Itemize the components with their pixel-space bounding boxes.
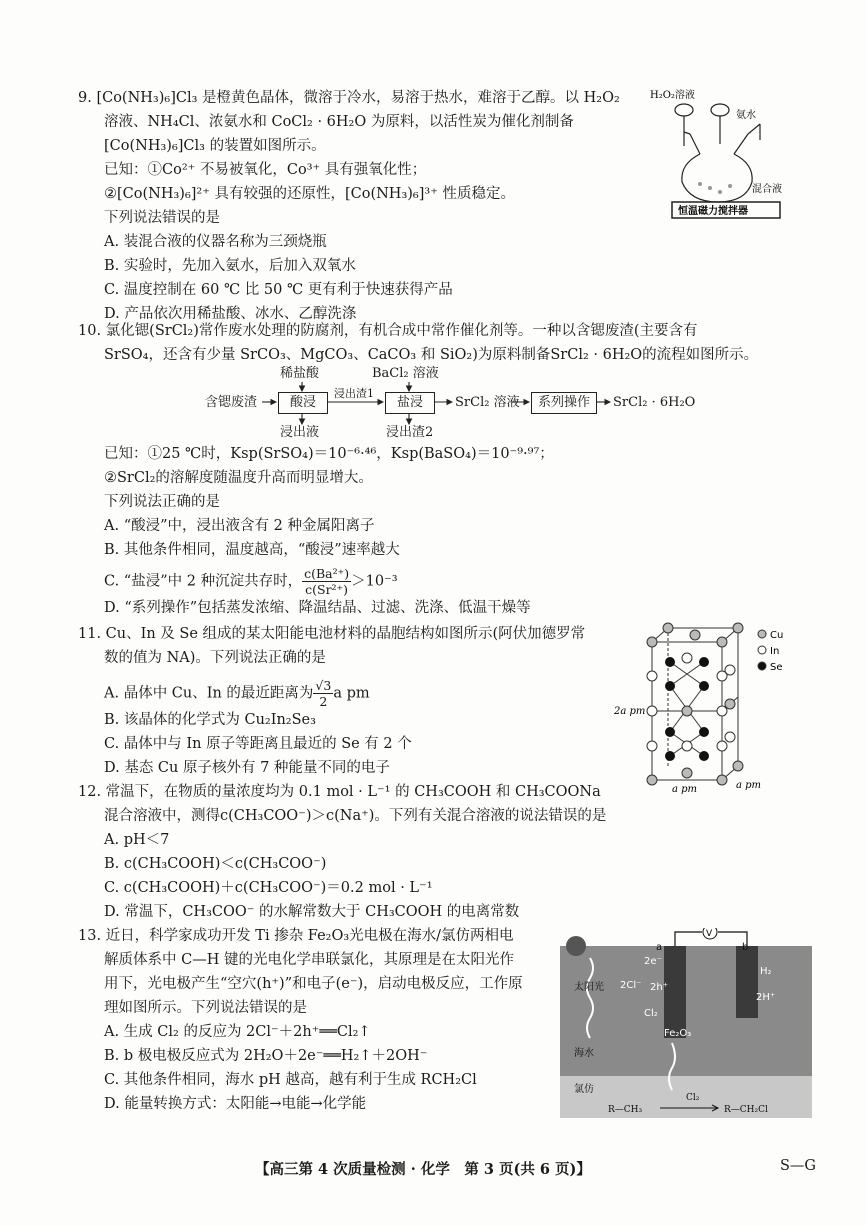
q9-known-1: 已知：①Co²⁺ 不易被氧化，Co³⁺ 具有强氧化性； (104, 162, 427, 178)
q10-option-c-text: C. “盐浸”中 2 种沉淀共存时， (104, 573, 303, 590)
fraction-denominator: 2 (319, 694, 328, 709)
q9-label-mix: 混合液 (752, 184, 782, 195)
q13-option-a: A. 生成 Cl₂ 的反应为 2Cl⁻＋2h⁺══Cl₂↑ (104, 1024, 371, 1040)
q11-stem-line-1: 11. Cu、In 及 Se 组成的某太阳能电池材料的晶胞结构如图所示(阿伏加德罗常 (78, 626, 586, 642)
flow-out-residue-2: 浸出渣2 (386, 425, 434, 440)
q11-option-a-fraction (313, 678, 333, 709)
flow-step-acid-leach: 酸浸 (278, 392, 328, 414)
label-2e: 2e⁻ (644, 956, 662, 967)
q9-label-stirrer: 恒温磁力搅拌器 (678, 206, 748, 217)
q12-stem-line-2: 混合溶液中，测得c(CH₃COO⁻)＞c(Na⁺)。下列有关混合溶液的说法错误的是 (104, 808, 607, 824)
q13-stem-line-3: 用下，光电极产生“空穴(h⁺)”和电子(e⁻)，启动电极反应，工作原 (104, 976, 523, 992)
q9-label-h2o2: H₂O₂溶液 (650, 90, 695, 101)
q12-option-b: B. c(CH₃COOH)＜c(CH₃COO⁻) (104, 856, 327, 872)
q10-option-c (104, 566, 398, 597)
q12-option-d: D. 常温下，CH₃COO⁻ 的水解常数大于 CH₃COOH 的电离常数 (104, 904, 520, 920)
label-h2: H₂ (760, 966, 772, 977)
q11-option-c: C. 晶体中与 In 原子等距离且最近的 Se 有 2 个 (104, 736, 412, 752)
q10-stem-line-2: SrSO₄，还含有少量 SrCO₃、MgCO₃、CaCO₃ 和 SiO₂)为原料制备SrCl₂ · 6H₂O的流程如图所示。 (104, 347, 759, 363)
fraction-denominator: c(Sr²⁺) (305, 582, 349, 597)
label-reagent: Cl₂ (686, 1093, 700, 1103)
q12-option-a: A. pH＜7 (104, 832, 170, 848)
q13-photoelectrode-figure (560, 928, 812, 1118)
q11-option-a-unit: a pm (333, 685, 370, 702)
page-footer: 【高三第 4 次质量检测 · 化学 第 3 页(共 6 页)】 (255, 1161, 591, 1178)
label-reactant: R—CH₃ (608, 1105, 643, 1115)
flow-step-series-ops: 系列操作 (531, 392, 597, 414)
q11-stem-line-2: 数的值为 NA)。下列说法正确的是 (104, 650, 326, 666)
label-chloroform: 氯仿 (574, 1084, 594, 1095)
label-2h: 2h⁺ (650, 982, 668, 993)
q10-stem-line-1: 10. 氯化锶(SrCl₂)常作废水处理的防腐剂，有机合成中常作催化剂等。一种以含锶废渣(主要含有 (78, 323, 698, 339)
fraction-numerator: √3 (315, 678, 332, 693)
q10-option-c-fraction (302, 566, 351, 597)
flow-product: SrCl₂ · 6H₂O (613, 395, 696, 410)
q10-known-1: 已知：①25 ℃时，Ksp(SrSO₄)＝10⁻⁶·⁴⁶，Ksp(BaSO₄)＝10⁻⁹·⁹⁷； (104, 446, 554, 462)
flow-arrows (200, 378, 620, 428)
q10-known-2: ②SrCl₂的溶解度随温度升高而明显增大。 (104, 470, 373, 486)
flow-start: 含锶废渣 (205, 395, 258, 410)
flow-intermediate: SrCl₂ 溶液 (455, 395, 520, 410)
flow-step-salt-leach: 盐浸 (385, 392, 435, 414)
label-cl2: Cl₂ (644, 1008, 658, 1019)
three-neck-flask (682, 154, 752, 202)
q9-label-nh3: 氨水 (736, 110, 756, 121)
q11-option-d: D. 基态 Cu 原子核外有 7 种能量不同的电子 (104, 760, 390, 776)
label-sunlight: 太阳光 (574, 982, 604, 993)
q9-stem-line-1: 9. [Co(NH₃)₆]Cl₃ 是橙黄色晶体，微溶于冷水，易溶于热水，难溶于乙醇。以 H₂O₂ (78, 90, 620, 106)
q13-stem-line-2: 解质体系中 C—H 键的光电化学串联氯化，其原理是在太阳光作 (104, 952, 514, 968)
flow-reagent-1: 稀盐酸 (280, 366, 320, 381)
q12-option-c: C. c(CH₃COOH)＋c(CH₃COO⁻)＝0.2 mol · L⁻¹ (104, 880, 433, 896)
label-b: b (742, 942, 749, 953)
q9-stem-line-2: 溶液、NH₄Cl、浓氨水和 CoCl₂ · 6H₂O 为原料，以活性炭为催化剂制备 (104, 114, 574, 130)
label-seawater: 海水 (574, 1048, 594, 1059)
label-2cl: 2Cl⁻ (620, 980, 642, 991)
ammonia-funnel (711, 104, 729, 116)
q10-option-a: A. “酸浸”中，浸出液含有 2 种金属阳离子 (104, 518, 375, 534)
q11-option-b: B. 该晶体的化学式为 Cu₂In₂Se₃ (104, 712, 316, 728)
q9-stem-line-3: [Co(NH₃)₆]Cl₃ 的装置如图所示。 (104, 138, 326, 154)
label-product: R—CH₂Cl (724, 1105, 768, 1115)
legend-se: Se (770, 662, 783, 673)
q10-option-d: D. “系列操作”包括蒸发浓缩、降温结晶、过滤、洗涤、低温干燥等 (104, 600, 531, 616)
width-label-1: a pm (672, 784, 698, 794)
q11-option-a (104, 678, 370, 709)
fraction-numerator: c(Ba²⁺) (304, 566, 350, 581)
sun (566, 936, 586, 956)
cu-atoms (647, 623, 743, 785)
q13-option-d: D. 能量转换方式：太阳能→电能→化学能 (104, 1096, 367, 1112)
q9-apparatus-figure (650, 84, 785, 220)
flow-out-leachate: 浸出液 (280, 425, 320, 440)
q12-stem-line-1: 12. 常温下，在物质的量浓度均为 0.1 mol · L⁻¹ 的 CH₃COOH 和 CH₃COONa (78, 784, 601, 800)
q9-option-a: A. 装混合液的仪器名称为三颈烧瓶 (104, 234, 327, 250)
q9-prompt: 下列说法错误的是 (104, 210, 220, 226)
q11-unit-cell-figure (612, 622, 802, 794)
q9-option-d: D. 产品依次用稀盐酸、冰水、乙醇洗涤 (104, 306, 357, 322)
label-2hplus: 2H⁺ (756, 992, 776, 1003)
flow-residue-1: 浸出渣1 (334, 387, 374, 400)
width-label-2: a pm (736, 780, 762, 791)
label-fe2o3: Fe₂O₃ (664, 1028, 692, 1039)
label-a: a (656, 942, 663, 953)
legend (758, 630, 766, 670)
height-label: 2a pm (614, 706, 646, 717)
q10-option-b: B. 其他条件相同，温度越高，“酸浸”速率越大 (104, 542, 400, 558)
q9-known-2: ②[Co(NH₃)₆]²⁺ 具有较强的还原性，[Co(NH₃)₆]³⁺ 性质稳定。 (104, 186, 515, 202)
voltmeter-label: V (706, 929, 713, 939)
q13-stem-line-1: 13. 近日，科学家成功开发 Ti 掺杂 Fe₂O₃光电极在海水/氯仿两相电 (78, 928, 514, 944)
q10-option-c-tail: ＞10⁻³ (351, 573, 398, 590)
q13-option-c: C. 其他条件相同，海水 pH 越高，越有利于生成 RCH₂Cl (104, 1072, 477, 1088)
q13-stem-line-4: 理如图所示。下列说法错误的是 (104, 1000, 307, 1016)
h2o2-funnel (675, 104, 693, 116)
q9-option-c: C. 温度控制在 60 ℃ 比 50 ℃ 更有利于快速获得产品 (104, 282, 453, 298)
q10-prompt: 下列说法正确的是 (104, 494, 220, 510)
q9-option-b: B. 实验时，先加入氨水，后加入双氧水 (104, 258, 356, 274)
legend-cu: Cu (770, 630, 784, 641)
q11-option-a-text: A. 晶体中 Cu、In 的最近距离为 (104, 685, 314, 702)
flow-reagent-2: BaCl₂ 溶液 (372, 366, 439, 381)
paper-code: S—G (780, 1158, 817, 1174)
electrode-b (736, 946, 758, 1018)
q13-option-b: B. b 极电极反应式为 2H₂O＋2e⁻══H₂↑＋2OH⁻ (104, 1048, 428, 1064)
legend-in: In (770, 646, 780, 657)
